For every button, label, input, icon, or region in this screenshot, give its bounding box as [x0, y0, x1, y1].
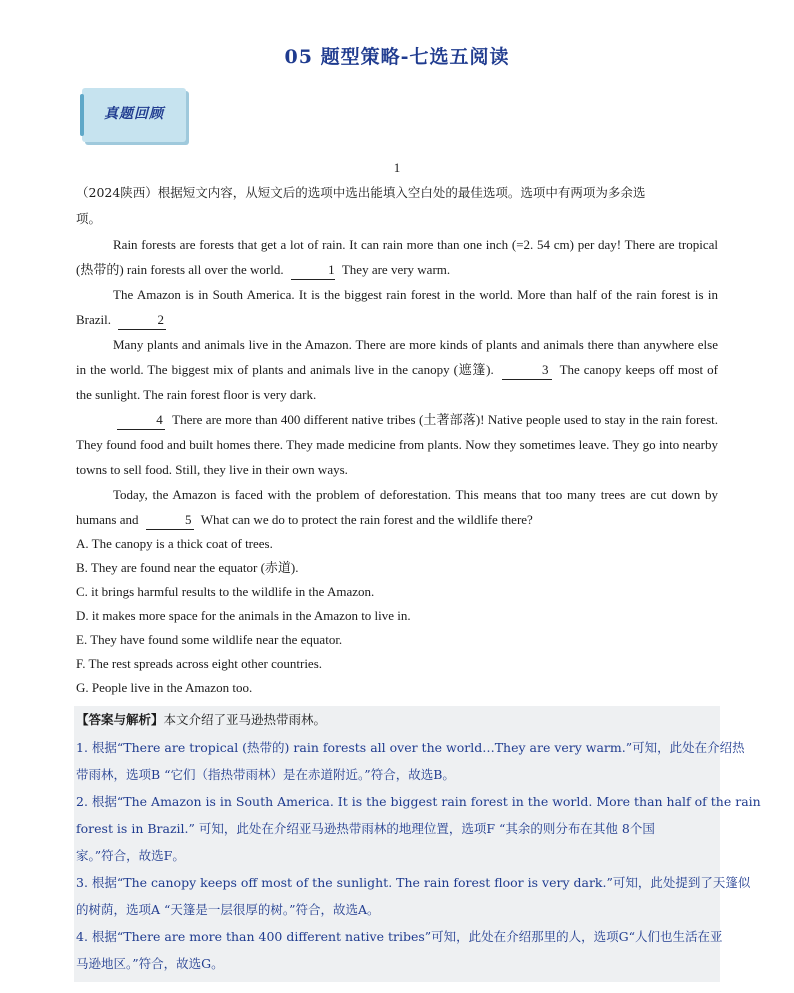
blank-1: 1 [291, 261, 335, 280]
option-a: A. The canopy is a thick coat of trees. [76, 536, 273, 551]
option-d: D. it makes more space for the animals in the Amazon to live in. [76, 608, 411, 623]
answer-line: 马逊地区。”符合，故选G。 [76, 956, 224, 971]
blank-5: 5 [146, 511, 194, 530]
options-list [76, 532, 718, 700]
paragraph-5-text-b: What can we do to protect the rain forest and the wildlife there? [200, 512, 533, 527]
option-f: F. The rest spreads across eight other countries. [76, 656, 323, 671]
option-e: E. They have found some wildlife near the equator. [76, 632, 343, 647]
paragraph-5-text-a: Today, the Amazon is faced with the problem of deforestation. This means that too many trees are cut down by humans and [76, 487, 718, 527]
answer-heading [76, 710, 716, 728]
blank-3: 3 [502, 361, 552, 380]
answer-label: 【答案与解析】 [76, 712, 164, 727]
paragraph-4-text: There are more than 400 different native tribes (土著部落)! Native people used to stay in the rain forest. They found food and built homes there. They made medicine from plants. Now they sometimes leave. They go into nearby towns to sell food. Still, they live in their own ways. [76, 412, 719, 477]
option-c: C. it brings harmful results to the wildlife in the Amazon. [76, 584, 375, 599]
paragraph-1 [76, 232, 718, 282]
answer-line: 的树荫，选项A “天篷是一层很厚的树。”符合，故选A。 [76, 902, 380, 917]
answer-line: 2. 根据“The Amazon is in South America. It is the biggest rain forest in the world. More than half of the rain [76, 794, 761, 809]
question-content [76, 180, 718, 700]
paragraph-1-text-a: Rain forests are forests that get a lot of rain. It can rain more than one inch (=2. 54 cm) per day! There are tropical (热带的) rain forests all over the world. [76, 237, 718, 277]
option-b: B. They are found near the equator (赤道). [76, 560, 299, 575]
answer-line: 4. 根据“There are more than 400 different native tribes”可知，此处在介绍那里的人，选项G“人们也生活在亚 [76, 929, 723, 944]
page-title: 05 题型策略-七选五阅读 [284, 46, 510, 68]
instruction [76, 180, 718, 232]
answer-line: forest is in Brazil.” 可知，此处在介绍亚马逊热带雨林的地理位置，选项F “其余的则分布在其他 8个国 [76, 821, 655, 836]
paragraph-1-text-b: They are very warm. [341, 262, 451, 277]
blank-2: 2 [118, 311, 166, 330]
answer-summary: 本文介绍了亚马逊热带雨林。 [163, 712, 327, 727]
option-g: G. People live in the Amazon too. [76, 680, 253, 695]
instruction-line-1: （2024陕西）根据短文内容，从短文后的选项中选出能填入空白处的最佳选项。选项中有两项为多余选 [76, 185, 646, 200]
paragraph-3 [76, 332, 718, 407]
paragraph-4 [76, 407, 718, 482]
answer-section [74, 706, 761, 982]
instruction-line-2: 项。 [76, 211, 102, 226]
answer-line: 家。”符合，故选F。 [76, 848, 185, 863]
blank-4: 4 [117, 411, 165, 430]
answer-line: 1. 根据“There are tropical (热带的) rain forests all over the world…They are very warm.”可知，此处在介绍热 [76, 740, 745, 755]
paragraph-2 [76, 282, 718, 332]
answer-line: 3. 根据“The canopy keeps off most of the sunlight. The rain forest floor is very dark.”可知，此处提到了天篷似 [76, 875, 751, 890]
section-badge-label: 真题回顾 [104, 106, 164, 122]
question-number: 1 [393, 160, 401, 175]
paragraph-3-text-a: Many plants and animals live in the Amazon. There are more kinds of plants and animals there than anywhere else in the world. The biggest mix of plants and animals live in the canopy (遮篷). [76, 337, 718, 377]
answer-line: 带雨林，选项B “它们（指热带雨林）是在赤道附近。”符合，故选B。 [76, 767, 455, 782]
paragraph-5 [76, 482, 718, 532]
paragraph-3-text-b: The canopy keeps off most of the sunlight. The rain forest floor is very dark. [76, 362, 718, 402]
section-badge [82, 88, 186, 142]
paragraph-2-text: The Amazon is in South America. It is the biggest rain forest in the world. More than half of the rain forest is in Brazil. [76, 287, 718, 327]
